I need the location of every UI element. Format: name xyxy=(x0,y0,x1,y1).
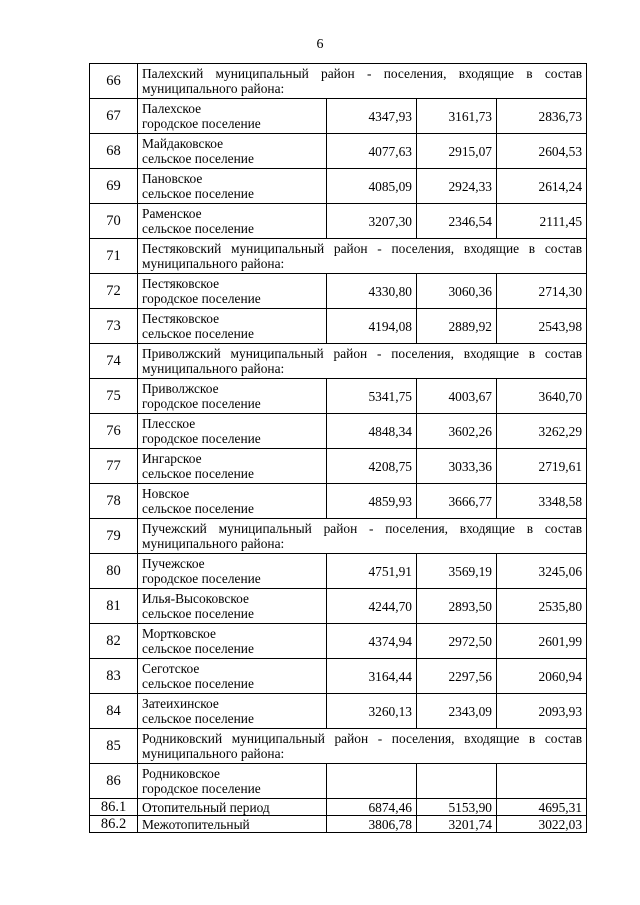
settlement-type-line: городское поселение xyxy=(142,396,261,411)
settlement-type-line: городское поселение xyxy=(142,431,261,446)
value-cell-3: 4695,31 xyxy=(497,799,587,816)
tariff-table xyxy=(89,63,587,833)
row-number: 77 xyxy=(90,449,138,484)
row-number: 73 xyxy=(90,309,138,344)
settlement-name xyxy=(138,169,327,204)
settlement-name-line: Ингарское xyxy=(142,451,202,466)
value-cell-2: 2889,92 xyxy=(417,309,497,344)
row-number: 70 xyxy=(90,204,138,239)
settlement-type-line: сельское поселение xyxy=(142,676,254,691)
value-cell-1: 4330,80 xyxy=(327,274,417,309)
district-header-row xyxy=(90,729,587,764)
table-row xyxy=(90,554,587,589)
value-cell-2: 3201,74 xyxy=(417,816,497,833)
settlement-name xyxy=(138,659,327,694)
row-number: 86 xyxy=(90,764,138,799)
table-row xyxy=(90,414,587,449)
settlement-name xyxy=(138,589,327,624)
settlement-name-line: Приволжское xyxy=(142,381,219,396)
value-cell-1: 3806,78 xyxy=(327,816,417,833)
table-row xyxy=(90,659,587,694)
value-cell-1: 4848,34 xyxy=(327,414,417,449)
page-number: 6 xyxy=(316,37,324,52)
settlement-name-line: Раменское xyxy=(142,206,202,221)
value-cell-2: 3666,77 xyxy=(417,484,497,519)
row-number: 83 xyxy=(90,659,138,694)
value-cell-2: 2346,54 xyxy=(417,204,497,239)
settlement-name xyxy=(138,204,327,239)
settlement-type-line: сельское поселение xyxy=(142,606,254,621)
settlement-type-line: городское поселение xyxy=(142,781,261,796)
district-header-row xyxy=(90,519,587,554)
row-number: 84 xyxy=(90,694,138,729)
settlement-name xyxy=(138,99,327,134)
district-header: Родниковский муниципальный район - поселения, входящие в состав муниципального района: xyxy=(138,729,587,764)
settlement-name-line: Сеготское xyxy=(142,661,200,676)
row-number: 80 xyxy=(90,554,138,589)
table-row xyxy=(90,274,587,309)
value-cell-2: 3569,19 xyxy=(417,554,497,589)
value-cell-3: 2836,73 xyxy=(497,99,587,134)
value-cell-2: 3161,73 xyxy=(417,99,497,134)
district-header-row xyxy=(90,344,587,379)
settlement-type-line: сельское поселение xyxy=(142,501,254,516)
settlement-name xyxy=(138,449,327,484)
settlement-name-line: Майдаковское xyxy=(142,136,224,151)
value-cell-2: 2915,07 xyxy=(417,134,497,169)
row-number: 86.2 xyxy=(90,816,138,833)
settlement-name xyxy=(138,309,327,344)
value-cell-1: 4085,09 xyxy=(327,169,417,204)
row-number: 79 xyxy=(90,519,138,554)
value-cell-3: 3348,58 xyxy=(497,484,587,519)
value-cell-1: 4859,93 xyxy=(327,484,417,519)
value-cell-2: 2972,50 xyxy=(417,624,497,659)
settlement-name xyxy=(138,624,327,659)
value-cell-3: 3022,03 xyxy=(497,816,587,833)
value-cell-2 xyxy=(417,764,497,799)
value-cell-3: 2535,80 xyxy=(497,589,587,624)
row-number: 67 xyxy=(90,99,138,134)
settlement-type-line: сельское поселение xyxy=(142,221,254,236)
settlement-name-line: Илья-Высоковское xyxy=(142,591,249,606)
value-cell-2: 2297,56 xyxy=(417,659,497,694)
value-cell-1: 4194,08 xyxy=(327,309,417,344)
settlement-name-line: Мортковское xyxy=(142,626,216,641)
settlement-name-line: Пучежское xyxy=(142,556,205,571)
row-number: 82 xyxy=(90,624,138,659)
value-cell-2: 3060,36 xyxy=(417,274,497,309)
value-cell-3: 2111,45 xyxy=(497,204,587,239)
row-number: 75 xyxy=(90,379,138,414)
row-number: 69 xyxy=(90,169,138,204)
settlement-name xyxy=(138,379,327,414)
value-cell-2: 2893,50 xyxy=(417,589,497,624)
table-row xyxy=(90,134,587,169)
value-cell-1: 3164,44 xyxy=(327,659,417,694)
value-cell-3: 2060,94 xyxy=(497,659,587,694)
settlement-name xyxy=(138,134,327,169)
district-header: Палехский муниципальный район - поселения, входящие в состав муниципального района: xyxy=(138,64,587,99)
value-cell-1: 6874,46 xyxy=(327,799,417,816)
value-cell-1: 4751,91 xyxy=(327,554,417,589)
table-row xyxy=(90,379,587,414)
district-header: Пучежский муниципальный район - поселения, входящие в состав муниципального района: xyxy=(138,519,587,554)
table-row xyxy=(90,816,587,833)
settlement-type-line: городское поселение xyxy=(142,116,261,131)
district-header: Приволжский муниципальный район - поселения, входящие в состав муниципального района: xyxy=(138,344,587,379)
value-cell-3: 3640,70 xyxy=(497,379,587,414)
value-cell-2: 2924,33 xyxy=(417,169,497,204)
settlement-type-line: сельское поселение xyxy=(142,326,254,341)
value-cell-2: 3602,26 xyxy=(417,414,497,449)
value-cell-3 xyxy=(497,764,587,799)
district-header: Пестяковский муниципальный район - поселения, входящие в состав муниципального района: xyxy=(138,239,587,274)
table-row xyxy=(90,624,587,659)
settlement-name xyxy=(138,694,327,729)
value-cell-3: 2604,53 xyxy=(497,134,587,169)
value-cell-3: 2601,99 xyxy=(497,624,587,659)
settlement-name xyxy=(138,414,327,449)
row-number: 68 xyxy=(90,134,138,169)
settlement-name xyxy=(138,764,327,799)
value-cell-3: 2543,98 xyxy=(497,309,587,344)
value-cell-3: 3262,29 xyxy=(497,414,587,449)
value-cell-2: 3033,36 xyxy=(417,449,497,484)
value-cell-1: 5341,75 xyxy=(327,379,417,414)
row-number: 71 xyxy=(90,239,138,274)
row-number: 66 xyxy=(90,64,138,99)
settlement-name-line: Родниковское xyxy=(142,766,220,781)
value-cell-1: 4347,93 xyxy=(327,99,417,134)
row-number: 86.1 xyxy=(90,799,138,816)
settlement-type-line: сельское поселение xyxy=(142,466,254,481)
settlement-name-line: Новское xyxy=(142,486,190,501)
row-number: 81 xyxy=(90,589,138,624)
value-cell-3: 2719,61 xyxy=(497,449,587,484)
row-number: 78 xyxy=(90,484,138,519)
settlement-name-line: Пестяковское xyxy=(142,311,220,326)
table-row xyxy=(90,99,587,134)
settlement-name xyxy=(138,274,327,309)
value-cell-2: 5153,90 xyxy=(417,799,497,816)
value-cell-1: 3260,13 xyxy=(327,694,417,729)
settlement-name xyxy=(138,554,327,589)
settlement-type-line: городское поселение xyxy=(142,571,261,586)
settlement-type-line: сельское поселение xyxy=(142,151,254,166)
settlement-type-line: сельское поселение xyxy=(142,641,254,656)
table-row xyxy=(90,204,587,239)
value-cell-3: 2714,30 xyxy=(497,274,587,309)
settlement-type-line: сельское поселение xyxy=(142,186,254,201)
settlement-name-line: Затеихинское xyxy=(142,696,219,711)
table-row xyxy=(90,764,587,799)
settlement-name-line: Пестяковское xyxy=(142,276,220,291)
table-row xyxy=(90,589,587,624)
settlement-name-line: Плесское xyxy=(142,416,196,431)
table-row xyxy=(90,799,587,816)
row-number: 72 xyxy=(90,274,138,309)
settlement-type-line: городское поселение xyxy=(142,291,261,306)
value-cell-3: 3245,06 xyxy=(497,554,587,589)
value-cell-1: 4208,75 xyxy=(327,449,417,484)
district-header-row xyxy=(90,64,587,99)
value-cell-3: 2614,24 xyxy=(497,169,587,204)
value-cell-2: 2343,09 xyxy=(417,694,497,729)
district-header-row xyxy=(90,239,587,274)
table-row xyxy=(90,484,587,519)
value-cell-1: 4077,63 xyxy=(327,134,417,169)
settlement-name: Межотопительный xyxy=(138,816,327,833)
settlement-name: Отопительный период xyxy=(138,799,327,816)
table-row xyxy=(90,309,587,344)
table-row xyxy=(90,694,587,729)
value-cell-3: 2093,93 xyxy=(497,694,587,729)
value-cell-1: 4374,94 xyxy=(327,624,417,659)
value-cell-1: 3207,30 xyxy=(327,204,417,239)
settlement-name xyxy=(138,484,327,519)
value-cell-1: 4244,70 xyxy=(327,589,417,624)
row-number: 76 xyxy=(90,414,138,449)
table-row xyxy=(90,169,587,204)
row-number: 85 xyxy=(90,729,138,764)
settlement-name-line: Пановское xyxy=(142,171,203,186)
settlement-name-line: Палехское xyxy=(142,101,202,116)
row-number: 74 xyxy=(90,344,138,379)
value-cell-1 xyxy=(327,764,417,799)
table-row xyxy=(90,449,587,484)
settlement-type-line: сельское поселение xyxy=(142,711,254,726)
value-cell-2: 4003,67 xyxy=(417,379,497,414)
